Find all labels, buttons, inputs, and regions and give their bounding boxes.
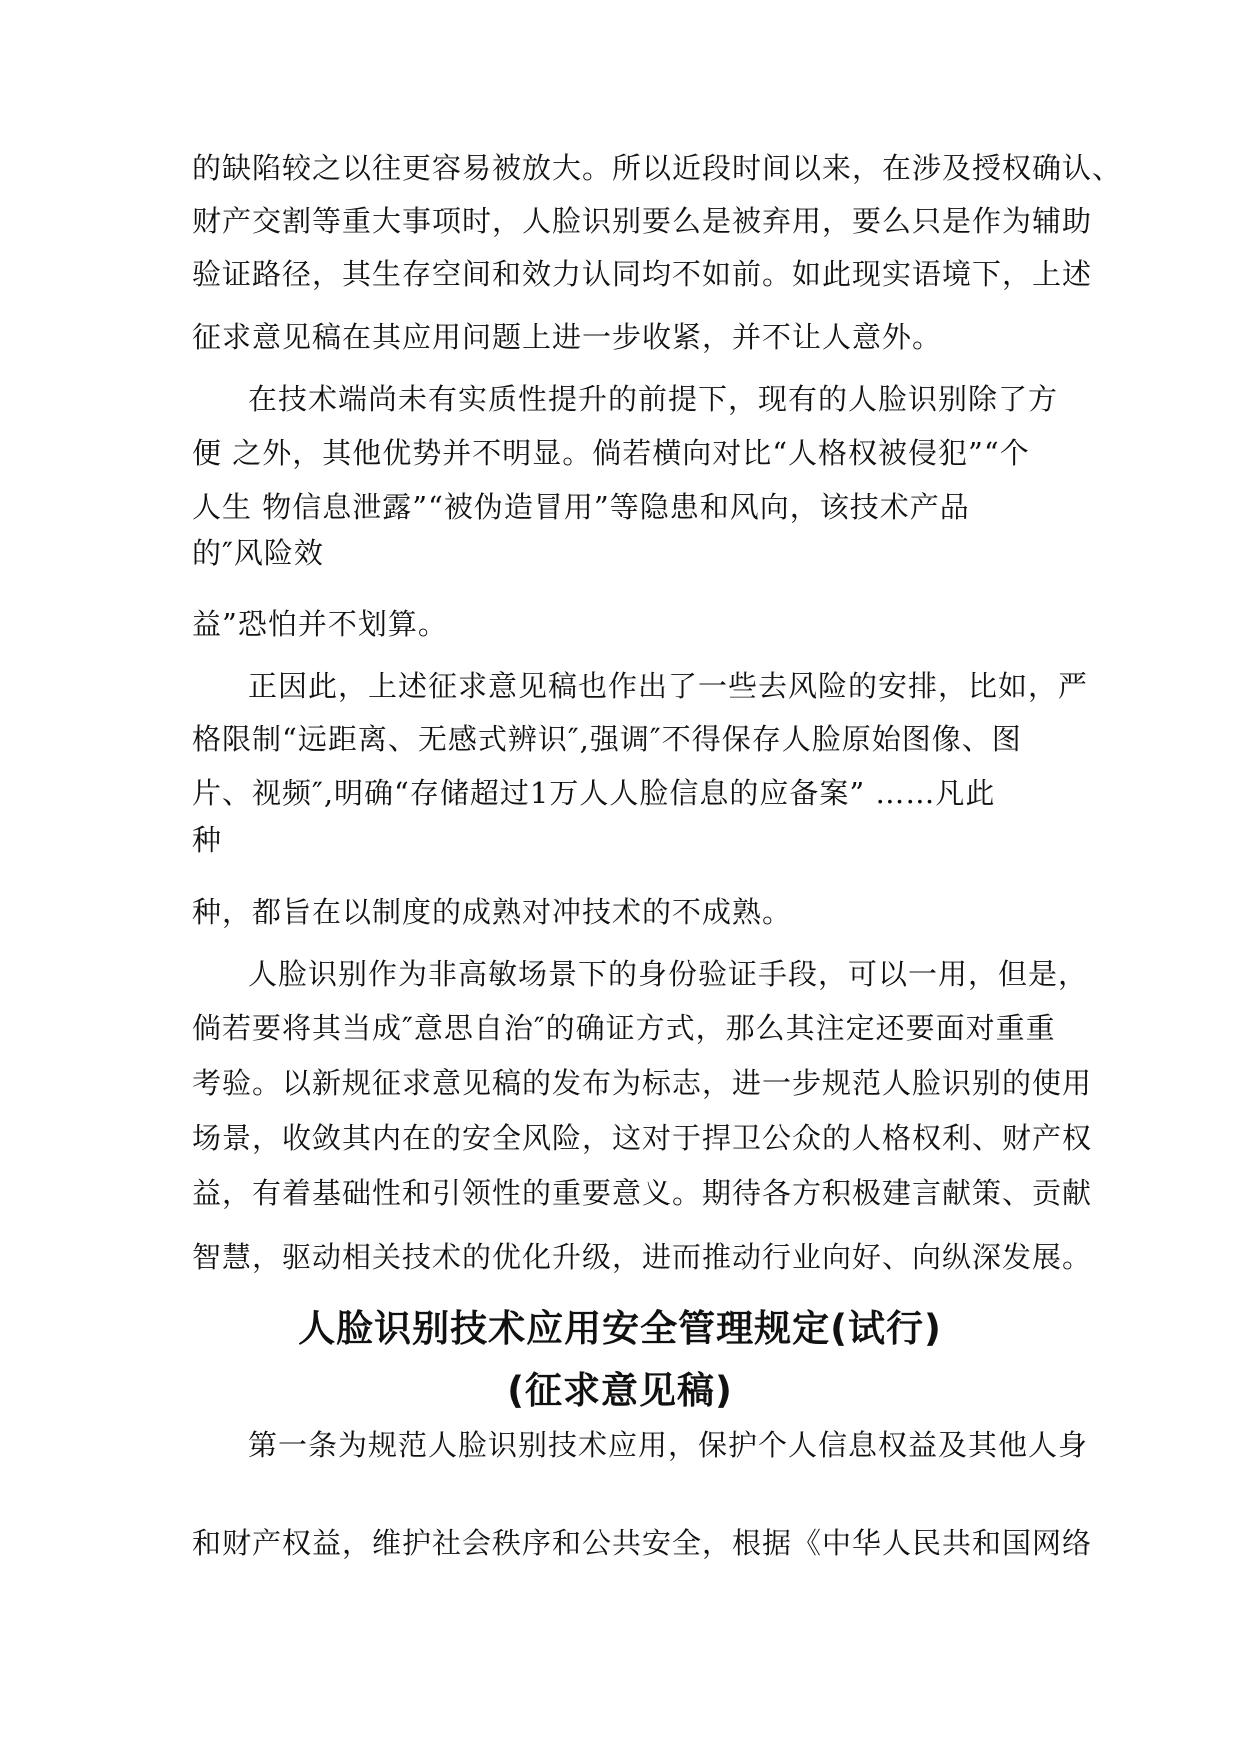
paragraph-line: 人脸识别作为非高敏场景下的身份验证手段，可以一用，但是， (248, 957, 1089, 991)
paragraph-line: 片、视频″,明确“存储超过1万人人脸信息的应备案” ……凡此 (192, 776, 996, 810)
paragraph-line: 倘若要将其当成″意思自治″的确证方式，那么其注定还要面对重重 (192, 1011, 1056, 1045)
paragraph-line: 场景，收敛其内在的安全风险，这对于捍卫公众的人格权利、财产权 (192, 1121, 1093, 1155)
paragraph-line: 格限制“远距离、无感式辨识″,强调″不得保存人脸原始图像、图 (192, 722, 1022, 756)
paragraph-line: 征求意见稿在其应用问题上进一步收紧，并不让人意外。 (192, 320, 943, 354)
paragraph-line: 智慧，驱动相关技术的优化升级，进而推动行业向好、向纵深发展。 (192, 1240, 1093, 1274)
paragraph-line: 的″风险效 (192, 536, 324, 570)
paragraph-line: 人生 物信息泄露”“被伪造冒用”等隐患和风向，该技术产品 (192, 490, 970, 524)
regulation-title: 人脸识别技术应用安全管理规定(试行) (298, 1307, 942, 1350)
paragraph-line: 财产交割等重大事项时，人脸识别要么是被弃用，要么只是作为辅助 (192, 204, 1093, 238)
paragraph-line: 便 之外，其他优势并不明显。倘若横向对比“人格权被侵犯”“个 (192, 436, 1030, 470)
paragraph-line: 的缺陷较之以往更容易被放大。所以近段时间以来，在涉及授权确认、 (192, 151, 1123, 185)
article-line: 第一条为规范人脸识别技术应用，保护个人信息权益及其他人身 (248, 1428, 1089, 1462)
paragraph-line: 种，都旨在以制度的成熟对冲技术的不成熟。 (192, 895, 793, 929)
article-line: 和财产权益，维护社会秩序和公共安全，根据《中华人民共和国网络 (192, 1526, 1093, 1560)
paragraph-line: 考验。以新规征求意见稿的发布为标志，进一步规范人脸识别的使用 (192, 1066, 1093, 1100)
paragraph-line: 益”恐怕并不划算。 (192, 607, 448, 641)
paragraph-line: 正因此，上述征求意见稿也作出了一些去风险的安排，比如，严 (248, 669, 1089, 703)
regulation-subtitle: (征求意见稿) (507, 1369, 733, 1412)
paragraph-line: 在技术端尚未有实质性提升的前提下，现有的人脸识别除了方 (248, 382, 1059, 416)
paragraph-line: 益，有着基础性和引领性的重要意义。期待各方积极建言献策、贡献 (192, 1176, 1093, 1210)
paragraph-line: 种 (192, 823, 223, 857)
paragraph-line: 验证路径，其生存空间和效力认同均不如前。如此现实语境下，上述 (192, 257, 1093, 291)
